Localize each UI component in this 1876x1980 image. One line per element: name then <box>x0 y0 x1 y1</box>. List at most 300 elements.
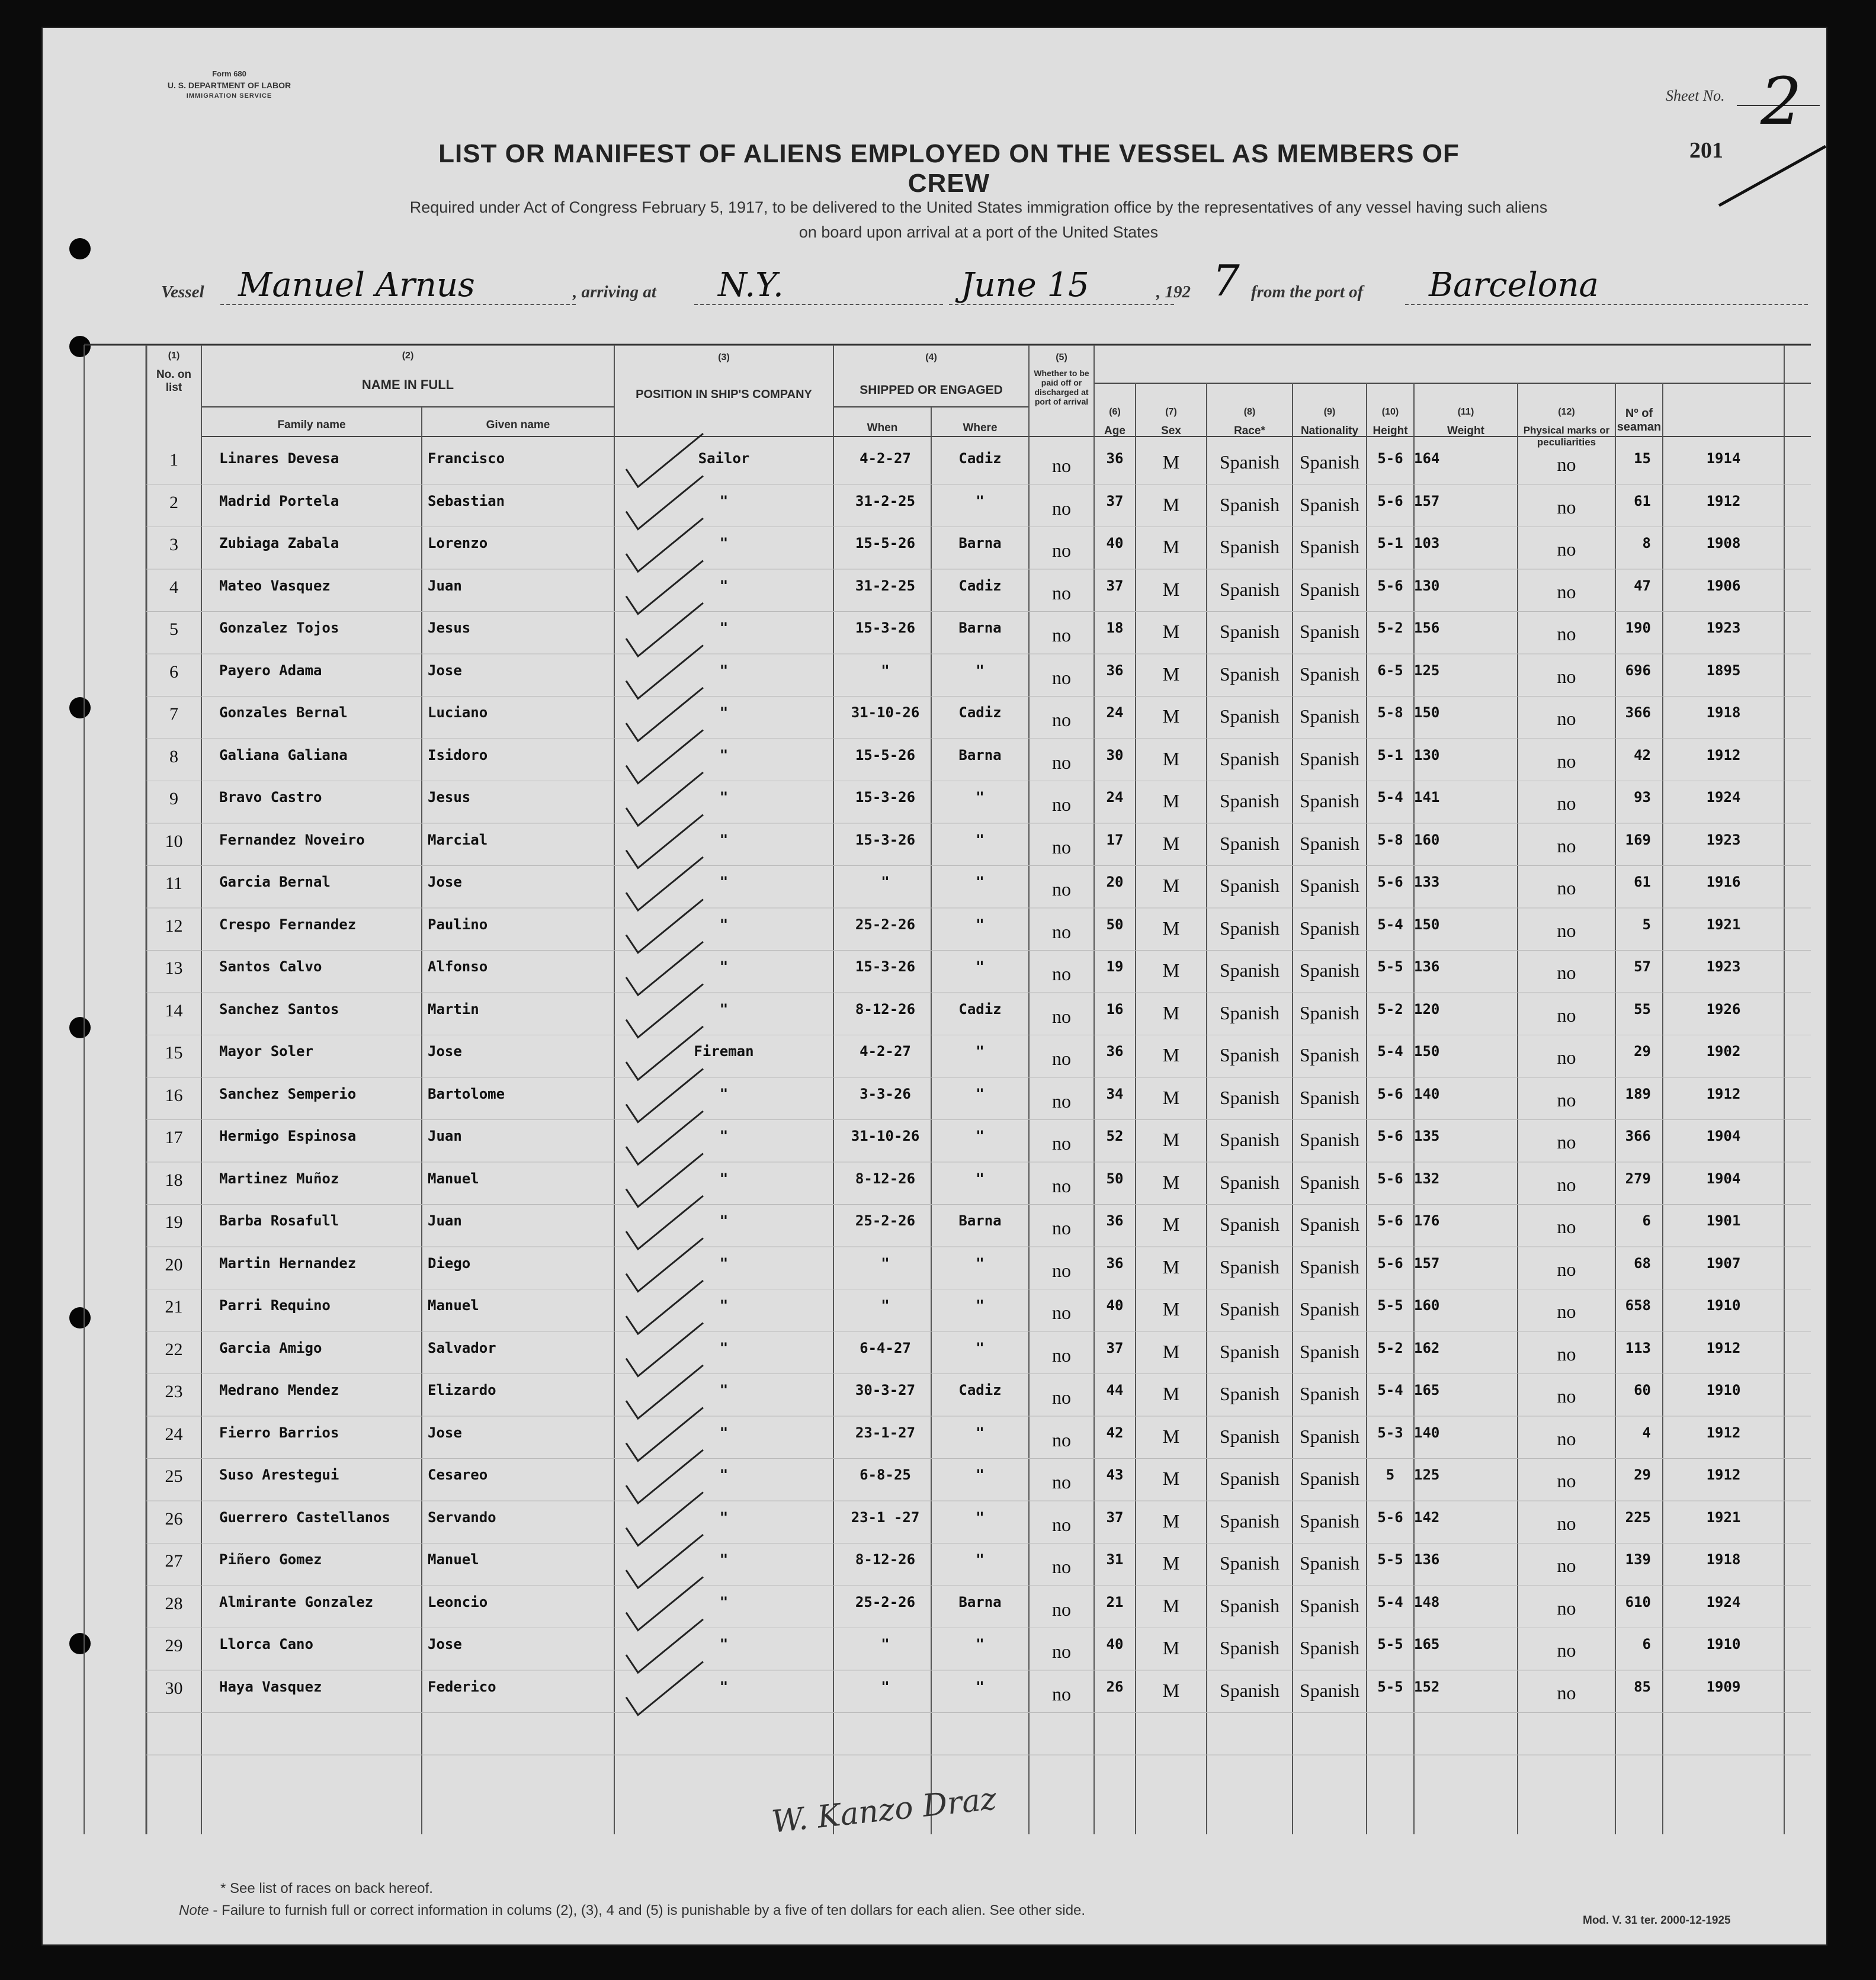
physical-marks: no <box>1557 792 1576 814</box>
seaman-number: 93 <box>1634 789 1651 806</box>
race: Spanish <box>1219 1425 1280 1447</box>
height: 5-8 <box>1377 831 1403 848</box>
physical-marks: no <box>1557 1301 1576 1322</box>
position: Sailor <box>698 450 750 467</box>
race: Spanish <box>1219 917 1280 939</box>
weight: 133 <box>1414 874 1440 890</box>
age: 16 <box>1106 1000 1124 1018</box>
race: Spanish <box>1219 621 1280 642</box>
weight: 148 <box>1414 1593 1440 1610</box>
physical-marks: no <box>1557 580 1576 602</box>
weight: 120 <box>1414 1000 1440 1018</box>
shipped-where: Cadiz <box>958 1382 1002 1398</box>
position: " <box>719 1000 729 1018</box>
shipped-where: " <box>976 831 985 848</box>
shipped-when: " <box>881 662 890 679</box>
shipped-when: 6-4-27 <box>860 1339 911 1356</box>
physical-marks: no <box>1557 1681 1576 1703</box>
paid-off: no <box>1052 1429 1071 1450</box>
sex: M <box>1162 917 1180 939</box>
shipped-when: 23-1 -27 <box>851 1509 920 1526</box>
weight: 132 <box>1414 1170 1440 1187</box>
physical-marks: no <box>1557 1258 1576 1280</box>
shipped-when: 25-2-26 <box>855 1212 916 1229</box>
seaman-number: 47 <box>1634 577 1651 594</box>
position: " <box>719 958 729 975</box>
paid-off: no <box>1052 1174 1071 1196</box>
from-port: Barcelona <box>1429 266 1599 304</box>
family-name: Garcia Amigo <box>219 1339 322 1356</box>
family-name: Linares Devesa <box>219 450 339 467</box>
sex: M <box>1162 1637 1180 1658</box>
physical-marks: no <box>1557 1597 1576 1619</box>
weight: 162 <box>1414 1339 1440 1356</box>
seaman-year: 1912 <box>1706 492 1741 509</box>
given-name: Manuel <box>428 1170 479 1187</box>
height: 5-4 <box>1377 1382 1403 1398</box>
position: " <box>719 916 729 933</box>
given-name: Elizardo <box>428 1382 496 1398</box>
family-name: Piñero Gomez <box>219 1551 322 1568</box>
shipped-when: 8-12-26 <box>855 1170 916 1187</box>
shipped-where: " <box>976 916 985 933</box>
race: Spanish <box>1219 536 1280 557</box>
row-number: 16 <box>165 1085 183 1105</box>
age: 37 <box>1106 1339 1124 1356</box>
age: 50 <box>1106 916 1124 933</box>
seaman-number: 139 <box>1625 1551 1651 1568</box>
physical-marks: no <box>1557 835 1576 856</box>
nationality: Spanish <box>1299 493 1360 515</box>
given-name: Isidoro <box>428 746 488 763</box>
col-no-on-list-header: No. on list <box>156 368 192 394</box>
weight: 157 <box>1414 492 1440 509</box>
footnote-races: * See list of races on back hereof. <box>220 1880 433 1896</box>
col9-number: (9) <box>1323 407 1336 417</box>
age: 40 <box>1106 1636 1124 1652</box>
seaman-year: 1910 <box>1706 1636 1741 1652</box>
sheet-number-label: Sheet No. <box>1666 87 1725 104</box>
race: Spanish <box>1219 875 1280 896</box>
family-name: Fernandez Noveiro <box>219 831 365 848</box>
family-name: Guerrero Castellanos <box>219 1509 390 1526</box>
physical-marks: no <box>1557 665 1576 687</box>
paid-off: no <box>1052 1217 1071 1238</box>
given-name: Leoncio <box>428 1593 488 1610</box>
height: 5-5 <box>1377 958 1403 975</box>
paid-off: no <box>1052 794 1071 815</box>
seaman-year: 1921 <box>1706 916 1741 933</box>
shipped-when: 8-12-26 <box>855 1551 916 1568</box>
shipped-where: " <box>976 1254 985 1272</box>
col-c12-header: Physical marks or peculiarities <box>1523 425 1610 448</box>
height: 5-1 <box>1377 746 1403 763</box>
seaman-number: 4 <box>1642 1424 1651 1441</box>
col5-number: (5) <box>1056 352 1067 362</box>
seaman-number: 113 <box>1625 1339 1651 1356</box>
height: 5-4 <box>1377 1593 1403 1610</box>
col-c9-header: Nationality <box>1300 425 1359 437</box>
seaman-number: 190 <box>1625 620 1651 636</box>
sex: M <box>1162 790 1180 811</box>
position: " <box>719 1678 729 1695</box>
position: " <box>719 1128 729 1144</box>
physical-marks: no <box>1557 1470 1576 1491</box>
col7-number: (7) <box>1165 407 1177 417</box>
weight: 160 <box>1414 1297 1440 1314</box>
race: Spanish <box>1219 747 1280 769</box>
seaman-year: 1901 <box>1706 1212 1741 1229</box>
seaman-number: 366 <box>1625 704 1651 721</box>
family-name: Madrid Portela <box>219 492 339 509</box>
seaman-year: 1912 <box>1706 746 1741 763</box>
sex: M <box>1162 663 1180 685</box>
family-name: Barba Rosafull <box>219 1212 339 1229</box>
position: " <box>719 831 729 848</box>
seaman-year: 1921 <box>1706 1509 1741 1526</box>
physical-marks: no <box>1557 1555 1576 1576</box>
year-prefix: , 192 <box>1156 283 1191 301</box>
shipped-when: 6-8-25 <box>860 1466 911 1483</box>
nationality: Spanish <box>1299 1383 1360 1404</box>
service-name: IMMIGRATION SERVICE <box>186 92 272 100</box>
paid-off: no <box>1052 1259 1071 1281</box>
family-name: Suso Arestegui <box>219 1466 339 1483</box>
sex: M <box>1162 1340 1180 1362</box>
position: " <box>719 1509 729 1526</box>
shipped-where: " <box>976 1424 985 1441</box>
binder-hole <box>69 1633 91 1654</box>
seaman-number: 42 <box>1634 746 1651 763</box>
shipped-when: 3-3-26 <box>860 1085 911 1102</box>
form-number: Form 680 <box>212 69 246 78</box>
handwritten-slash <box>1719 146 1826 206</box>
position: " <box>719 577 729 594</box>
seaman-number: 61 <box>1634 492 1651 509</box>
sex: M <box>1162 1425 1180 1447</box>
family-name: Garcia Bernal <box>219 874 331 890</box>
nationality: Spanish <box>1299 451 1360 473</box>
given-name: Juan <box>428 577 462 594</box>
seaman-number-header: Nº of seaman <box>1617 407 1662 434</box>
sex: M <box>1162 1552 1180 1574</box>
row-number: 14 <box>165 1000 183 1021</box>
family-name: Hermigo Espinosa <box>219 1128 357 1144</box>
row-number: 6 <box>169 662 178 682</box>
paid-off: no <box>1052 1683 1071 1705</box>
given-name: Manuel <box>428 1297 479 1314</box>
seaman-year: 1906 <box>1706 577 1741 594</box>
seaman-year: 1904 <box>1706 1170 1741 1187</box>
age: 30 <box>1106 746 1124 763</box>
row-number: 29 <box>165 1636 183 1655</box>
nationality: Spanish <box>1299 959 1360 981</box>
row-number: 1 <box>169 450 178 470</box>
sex: M <box>1162 1129 1180 1150</box>
height: 5-6 <box>1377 1170 1403 1187</box>
page-title: LIST OR MANIFEST OF ALIENS EMPLOYED ON THE VESSEL AS MEMBERS OF CREW <box>438 139 1460 198</box>
race: Spanish <box>1219 705 1280 727</box>
height: 5-8 <box>1377 704 1403 721</box>
height: 5 <box>1386 1466 1395 1483</box>
row-number: 28 <box>165 1593 183 1613</box>
sex: M <box>1162 1468 1180 1489</box>
sex: M <box>1162 1002 1180 1023</box>
physical-marks: no <box>1557 1343 1576 1365</box>
seaman-number: 68 <box>1634 1254 1651 1272</box>
col3-number: (3) <box>718 352 730 362</box>
shipped-where: " <box>976 958 985 975</box>
physical-marks: no <box>1557 1131 1576 1153</box>
shipped-when: 4-2-27 <box>860 450 911 467</box>
nationality: Spanish <box>1299 1425 1360 1447</box>
position: " <box>719 704 729 721</box>
sex: M <box>1162 621 1180 642</box>
race: Spanish <box>1219 1594 1280 1616</box>
family-name: Payero Adama <box>219 662 322 679</box>
sex: M <box>1162 1214 1180 1235</box>
race: Spanish <box>1219 959 1280 981</box>
sex: M <box>1162 1594 1180 1616</box>
physical-marks: no <box>1557 496 1576 518</box>
race: Spanish <box>1219 493 1280 515</box>
col2-number: (2) <box>402 351 414 361</box>
nationality: Spanish <box>1299 1002 1360 1023</box>
col-c6-header: Age <box>1104 425 1125 437</box>
row-number: 2 <box>169 492 178 512</box>
paid-off: no <box>1052 455 1071 476</box>
manifest-page <box>41 27 1827 1946</box>
given-name: Diego <box>428 1254 471 1272</box>
shipped-when: 23-1-27 <box>855 1424 916 1441</box>
paid-off: no <box>1052 920 1071 942</box>
paid-off: no <box>1052 751 1071 773</box>
height: 5-2 <box>1377 1000 1403 1018</box>
physical-marks: no <box>1557 877 1576 898</box>
seaman-number: 169 <box>1625 831 1651 848</box>
given-name-header: Given name <box>486 419 550 431</box>
race: Spanish <box>1219 1637 1280 1658</box>
given-name: Paulino <box>428 916 488 933</box>
paid-off: no <box>1052 1513 1071 1535</box>
col-c10-header: Height <box>1372 425 1408 437</box>
shipped-when: 25-2-26 <box>855 916 916 933</box>
given-name: Federico <box>428 1678 496 1695</box>
shipped-where: " <box>976 1297 985 1314</box>
weight: 160 <box>1414 831 1440 848</box>
sex: M <box>1162 578 1180 600</box>
age: 42 <box>1106 1424 1124 1441</box>
physical-marks: no <box>1557 623 1576 644</box>
row-number: 26 <box>165 1509 183 1529</box>
paid-off: no <box>1052 1556 1071 1577</box>
shipped-when: " <box>881 874 890 890</box>
subtitle-line-1: Required under Act of Congress February 5, 1917, to be delivered to the United States immigration office by the representatives of any vessel having such aliens <box>409 198 1548 216</box>
family-name: Gonzalez Tojos <box>219 620 339 636</box>
arrival-date: June 15 <box>961 266 1089 304</box>
race: Spanish <box>1219 1171 1280 1193</box>
given-name: Marcial <box>428 831 488 848</box>
weight: 125 <box>1414 662 1440 679</box>
given-name: Jesus <box>428 620 471 636</box>
shipped-where: " <box>976 1636 985 1652</box>
binder-hole <box>69 336 91 357</box>
nationality: Spanish <box>1299 1594 1360 1616</box>
nationality: Spanish <box>1299 536 1360 557</box>
row-number: 24 <box>165 1424 183 1444</box>
shipped-where: Cadiz <box>958 1000 1002 1018</box>
sex: M <box>1162 705 1180 727</box>
position: " <box>719 1424 729 1441</box>
paid-off: no <box>1052 582 1071 604</box>
print-reference: Mod. V. 31 ter. 2000-12-1925 <box>1583 1914 1731 1927</box>
nationality: Spanish <box>1299 663 1360 685</box>
height: 5-6 <box>1377 577 1403 594</box>
seaman-number: 61 <box>1634 874 1651 890</box>
binder-hole <box>69 1307 91 1328</box>
shipped-where: " <box>976 1551 985 1568</box>
paid-off: no <box>1052 1598 1071 1620</box>
seaman-year: 1918 <box>1706 704 1741 721</box>
col6-number: (6) <box>1109 407 1121 417</box>
seaman-number: 15 <box>1634 450 1651 467</box>
sex: M <box>1162 1679 1180 1701</box>
seaman-number: 225 <box>1625 1509 1651 1526</box>
height: 5-5 <box>1377 1678 1403 1695</box>
physical-marks: no <box>1557 1173 1576 1195</box>
seaman-year: 1926 <box>1706 1000 1741 1018</box>
race: Spanish <box>1219 1214 1280 1235</box>
weight: 141 <box>1414 789 1440 806</box>
col11-number: (11) <box>1457 407 1474 417</box>
given-name: Jose <box>428 874 462 890</box>
family-name: Mateo Vasquez <box>219 577 331 594</box>
row-number: 9 <box>169 789 178 808</box>
col8-number: (8) <box>1243 407 1256 417</box>
official-signature: W. Kanzo Draz <box>769 1781 999 1840</box>
given-name: Francisco <box>428 450 505 467</box>
shipped-when: 15-5-26 <box>855 535 916 551</box>
col10-number: (10) <box>1381 407 1399 417</box>
sex: M <box>1162 875 1180 896</box>
nationality: Spanish <box>1299 1637 1360 1658</box>
col-paid-off-header: Whether to be paid off or discharged at port of arrival <box>1034 368 1089 407</box>
row-number: 22 <box>165 1339 183 1359</box>
family-name: Sanchez Santos <box>219 1000 339 1018</box>
race: Spanish <box>1219 1468 1280 1489</box>
weight: 142 <box>1414 1509 1440 1526</box>
shipped-when: 31-2-25 <box>855 492 916 509</box>
row-number: 7 <box>169 704 178 724</box>
paid-off: no <box>1052 540 1071 561</box>
where-header: Where <box>963 422 998 434</box>
shipped-when: 15-3-26 <box>855 620 916 636</box>
physical-marks: no <box>1557 454 1576 475</box>
shipped-when: 25-2-26 <box>855 1593 916 1610</box>
shipped-when: " <box>881 1636 890 1652</box>
paid-off: no <box>1052 1471 1071 1493</box>
position: " <box>719 1593 729 1610</box>
paid-off: no <box>1052 709 1071 730</box>
nationality: Spanish <box>1299 1256 1360 1278</box>
page-subtitle <box>268 195 1689 245</box>
family-name: Mayor Soler <box>219 1043 313 1060</box>
race: Spanish <box>1219 1340 1280 1362</box>
nationality: Spanish <box>1299 1214 1360 1235</box>
paid-off: no <box>1052 963 1071 984</box>
shipped-where: " <box>976 874 985 890</box>
weight: 130 <box>1414 746 1440 763</box>
family-name: Santos Calvo <box>219 958 322 975</box>
age: 36 <box>1106 1212 1124 1229</box>
paid-off: no <box>1052 1387 1071 1408</box>
sex: M <box>1162 493 1180 515</box>
row-number: 5 <box>169 620 178 639</box>
when-header: When <box>867 422 898 434</box>
seaman-year: 1924 <box>1706 1593 1741 1610</box>
height: 5-3 <box>1377 1424 1403 1441</box>
shipped-when: 15-3-26 <box>855 958 916 975</box>
seaman-year: 1910 <box>1706 1297 1741 1314</box>
family-name: Martinez Muñoz <box>219 1170 339 1187</box>
position: " <box>719 1339 729 1356</box>
weight: 150 <box>1414 1043 1440 1060</box>
seaman-number: 29 <box>1634 1466 1651 1483</box>
race: Spanish <box>1219 451 1280 473</box>
age: 24 <box>1106 789 1124 806</box>
given-name: Cesareo <box>428 1466 488 1483</box>
row-number: 3 <box>169 535 178 554</box>
col-position-header: POSITION IN SHIP'S COMPANY <box>636 388 812 401</box>
position: " <box>719 1551 729 1568</box>
age: 40 <box>1106 1297 1124 1314</box>
race: Spanish <box>1219 578 1280 600</box>
seaman-year: 1916 <box>1706 874 1741 890</box>
height: 5-6 <box>1377 1085 1403 1102</box>
shipped-when: " <box>881 1678 890 1695</box>
nationality: Spanish <box>1299 832 1360 854</box>
binder-hole <box>69 238 91 259</box>
height: 6-5 <box>1377 662 1403 679</box>
shipped-where: Cadiz <box>958 450 1002 467</box>
row-number: 17 <box>165 1128 183 1147</box>
shipped-when: 31-10-26 <box>851 704 920 721</box>
age: 18 <box>1106 620 1124 636</box>
race: Spanish <box>1219 1086 1280 1108</box>
row-number: 4 <box>169 577 178 597</box>
col-shipped-engaged-header: SHIPPED OR ENGAGED <box>860 383 1003 397</box>
seaman-number: 29 <box>1634 1043 1651 1060</box>
height: 5-4 <box>1377 916 1403 933</box>
position: Fireman <box>694 1043 754 1060</box>
shipped-where: " <box>976 492 985 509</box>
shipped-where: Barna <box>958 1593 1002 1610</box>
physical-marks: no <box>1557 1639 1576 1661</box>
shipped-where: Barna <box>958 620 1002 636</box>
seaman-year: 1904 <box>1706 1128 1741 1144</box>
given-name: Lorenzo <box>428 535 488 551</box>
seaman-year: 1923 <box>1706 831 1741 848</box>
position: " <box>719 1382 729 1398</box>
seaman-number: 57 <box>1634 958 1651 975</box>
year-digit: 7 <box>1213 256 1240 306</box>
weight: 150 <box>1414 704 1440 721</box>
weight: 157 <box>1414 1254 1440 1272</box>
position: " <box>719 746 729 763</box>
weight: 135 <box>1414 1128 1440 1144</box>
shipped-where: " <box>976 1043 985 1060</box>
family-name-header: Family name <box>277 419 346 431</box>
